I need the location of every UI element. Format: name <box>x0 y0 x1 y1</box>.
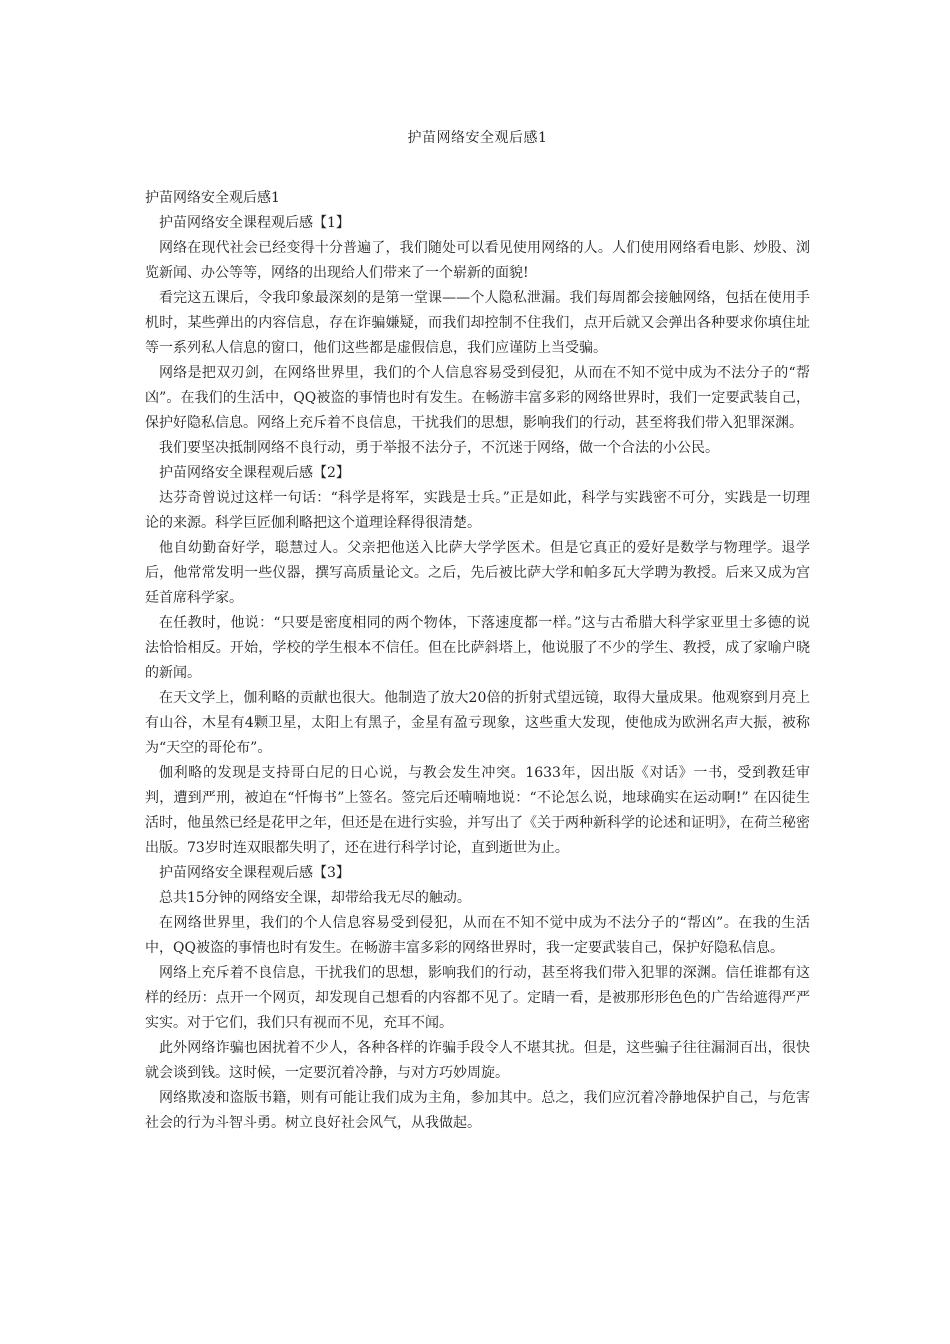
paragraph: 在任教时，他说：“只要是密度相同的两个物体，下落速度都一样。”这与古希腊大科学家亚里士多德的说法恰恰相反。开始，学校的学生根本不信任。但在比萨斜塔上，他说服了不少的学生、教授，成了家喻户晓的新闻。 <box>145 615 810 681</box>
document-lead: 护苗网络安全观后感1 <box>145 190 280 206</box>
document-title: 护苗网络安全观后感1 <box>407 130 548 146</box>
paragraph: 伽利略的发现是支持哥白尼的日心说，与教会发生冲突。1633年，因出版《对话》一书，受到教廷审判，遭到严刑，被迫在“忏悔书”上签名。签完后还喃喃地说：“不论怎么说，地球确实在运动啊!” 在囚徒生活时，他虽然已经是花甲之年，但还是在进行实验，并写出了《关于两种新科学的论述和证明》，在荷兰秘密出版。73岁时连双眼都失明了，还在进行科学讨论，直到逝世为止。 <box>145 765 810 856</box>
paragraph: 网络欺凌和盗版书籍，则有可能让我们成为主角，参加其中。总之，我们应沉着冷静地保护自己，与危害社会的行为斗智斗勇。树立良好社会风气，从我做起。 <box>145 1090 810 1131</box>
paragraph: 我们要坚决抵制网络不良行动，勇于举报不法分子，不沉迷于网络，做一个合法的小公民。 <box>159 440 719 456</box>
paragraph: 网络在现代社会已经变得十分普遍了，我们随处可以看见使用网络的人。人们使用网络看电影、炒股、浏览新闻、办公等等，网络的出现给人们带来了一个崭新的面貌! <box>145 240 810 281</box>
paragraph: 看完这五课后，令我印象最深刻的是第一堂课——个人隐私泄漏。我们每周都会接触网络，包括在使用手机时，某些弹出的内容信息，存在诈骗嫌疑，而我们却控制不住我们，点开后就又会弹出各种要求你填住址等一系列私人信息的窗口，他们这些都是虚假信息，我们应谨防上当受骗。 <box>145 290 810 356</box>
section-heading-3: 护苗网络安全课程观后感【3】 <box>159 865 350 881</box>
paragraph: 网络是把双刃剑，在网络世界里，我们的个人信息容易受到侵犯，从而在不知不觉中成为不法分子的“帮凶”。在我们的生活中，QQ被盗的事情也时有发生。在畅游丰富多彩的网络世界时，我们一定要武装自己，保护好隐私信息。网络上充斥着不良信息，干扰我们的思想，影响我们的行动，甚至将我们带入犯罪深渊。 <box>145 365 810 431</box>
paragraph: 他自幼勤奋好学，聪慧过人。父亲把他送入比萨大学学医术。但是它真正的爱好是数学与物理学。退学后，他常常发明一些仪器，撰写高质量论文。之后，先后被比萨大学和帕多瓦大学聘为教授。后来又成为宫廷首席科学家。 <box>145 540 810 606</box>
paragraph: 总共15分钟的网络安全课，却带给我无尽的触动。 <box>159 890 471 906</box>
section-heading-1: 护苗网络安全课程观后感【1】 <box>159 215 350 231</box>
paragraph: 网络上充斥着不良信息，干扰我们的思想，影响我们的行动，甚至将我们带入犯罪的深渊。信任谁都有这样的经历：点开一个网页，却发现自己想看的内容都不见了。定睛一看，是被那形形色色的广告给遮得严严实实。对于它们，我们只有视而不见，充耳不闻。 <box>145 965 810 1031</box>
paragraph: 在天文学上，伽利略的贡献也很大。他制造了放大20倍的折射式望远镜，取得大量成果。他观察到月亮上有山谷，木星有4颗卫星，太阳上有黑子，金星有盈亏现象，这些重大发现，使他成为欧洲名声大振，被称为“天空的哥伦布”。 <box>145 690 810 756</box>
paragraph: 达芬奇曾说过这样一句话：“科学是将军，实践是士兵。”正是如此，科学与实践密不可分，实践是一切理论的来源。科学巨匠伽利略把这个道理诠释得很清楚。 <box>145 490 810 531</box>
document-page <box>145 128 810 1136</box>
paragraph: 此外网络诈骗也困扰着不少人，各种各样的诈骗手段令人不堪其扰。但是，这些骗子往往漏洞百出，很快就会谈到钱。这时候，一定要沉着冷静，与对方巧妙周旋。 <box>145 1040 810 1081</box>
paragraph: 在网络世界里，我们的个人信息容易受到侵犯，从而在不知不觉中成为不法分子的“帮凶”。在我的生活中，QQ被盗的事情也时有发生。在畅游丰富多彩的网络世界时，我一定要武装自己，保护好隐私信息。 <box>145 915 810 956</box>
section-heading-2: 护苗网络安全课程观后感【2】 <box>159 465 350 481</box>
